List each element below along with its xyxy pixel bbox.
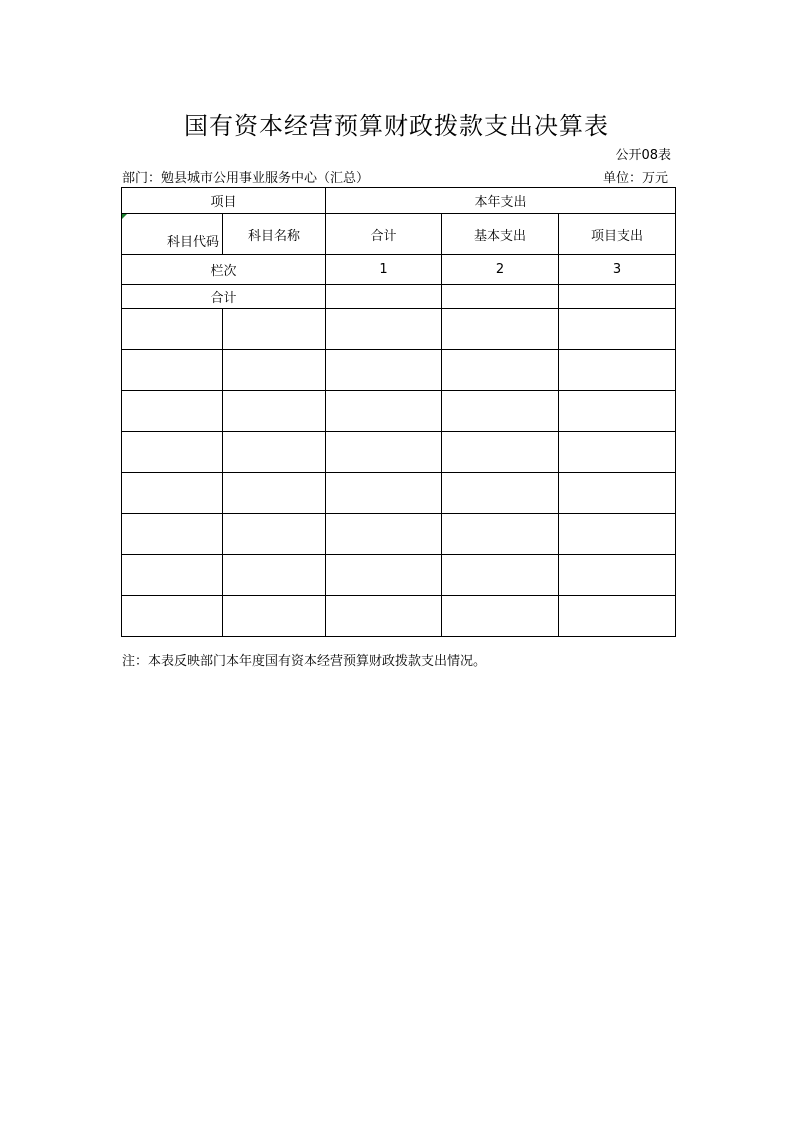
- page-title: 国有资本经营预算财政拨款支出决算表: [184, 112, 609, 140]
- table-cell: [122, 350, 223, 391]
- table-row: [122, 555, 676, 596]
- footnote: 注：本表反映部门本年度国有资本经营预算财政拨款支出情况。: [122, 654, 487, 669]
- subject-code-header: 科目代码: [122, 214, 223, 255]
- table-cell: [442, 432, 559, 473]
- table-cell: [326, 596, 442, 637]
- table-row: [122, 432, 676, 473]
- table-row: [122, 514, 676, 555]
- department-label: 部门：勉县城市公用事业服务中心（汇总）: [122, 171, 370, 186]
- column-number-row: [122, 255, 676, 285]
- table-cell: [559, 555, 676, 596]
- expenditure-table: [121, 187, 676, 637]
- column-number-3: 3: [559, 255, 676, 285]
- table-cell: [559, 514, 676, 555]
- total-header: 合计: [326, 214, 442, 255]
- table-cell: [326, 473, 442, 514]
- basic-expense-header: 基本支出: [442, 214, 559, 255]
- header-row-1: [122, 188, 676, 214]
- table-cell: [122, 555, 223, 596]
- table-cell: [442, 391, 559, 432]
- table-cell: [326, 432, 442, 473]
- table-cell: [442, 309, 559, 350]
- table-cell: [559, 473, 676, 514]
- expense-group-header: 本年支出: [326, 188, 676, 214]
- column-number-2: 2: [442, 255, 559, 285]
- cell-comment-marker-icon: [122, 214, 127, 219]
- table-row: [122, 596, 676, 637]
- table-cell: [559, 350, 676, 391]
- table-cell: [223, 350, 326, 391]
- table-row: [122, 391, 676, 432]
- form-code: 公开08表: [615, 148, 671, 163]
- project-expense-header: 项目支出: [559, 214, 676, 255]
- table-cell: [122, 473, 223, 514]
- table-cell: [442, 350, 559, 391]
- table-cell: [559, 432, 676, 473]
- table-row: [122, 350, 676, 391]
- total-row-basic: [442, 285, 559, 309]
- table-cell: [122, 309, 223, 350]
- header-row-2: [122, 214, 676, 255]
- table-cell: [326, 555, 442, 596]
- table-cell: [122, 432, 223, 473]
- subject-name-header: 科目名称: [223, 214, 326, 255]
- unit-label: 单位：万元: [602, 171, 668, 186]
- table-cell: [122, 391, 223, 432]
- table-row: [122, 309, 676, 350]
- table-cell: [442, 473, 559, 514]
- table-cell: [122, 514, 223, 555]
- table-cell: [559, 391, 676, 432]
- table-cell: [442, 555, 559, 596]
- table-cell: [442, 596, 559, 637]
- table-cell: [559, 309, 676, 350]
- table-cell: [223, 432, 326, 473]
- table-cell: [326, 391, 442, 432]
- table-row: [122, 473, 676, 514]
- table-cell: [326, 350, 442, 391]
- item-group-header: 项目: [122, 188, 326, 214]
- column-number-1: 1: [326, 255, 442, 285]
- table-cell: [326, 514, 442, 555]
- total-row-label: 合计: [122, 285, 326, 309]
- table-cell: [223, 309, 326, 350]
- table-cell: [223, 596, 326, 637]
- table-cell: [442, 514, 559, 555]
- table-cell: [223, 391, 326, 432]
- table-cell: [559, 596, 676, 637]
- table-cell: [223, 555, 326, 596]
- column-number-label: 栏次: [122, 255, 326, 285]
- total-row-project: [559, 285, 676, 309]
- total-row: [122, 285, 676, 309]
- table-cell: [326, 309, 442, 350]
- table-cell: [122, 596, 223, 637]
- table-cell: [223, 473, 326, 514]
- table-cell: [223, 514, 326, 555]
- total-row-total: [326, 285, 442, 309]
